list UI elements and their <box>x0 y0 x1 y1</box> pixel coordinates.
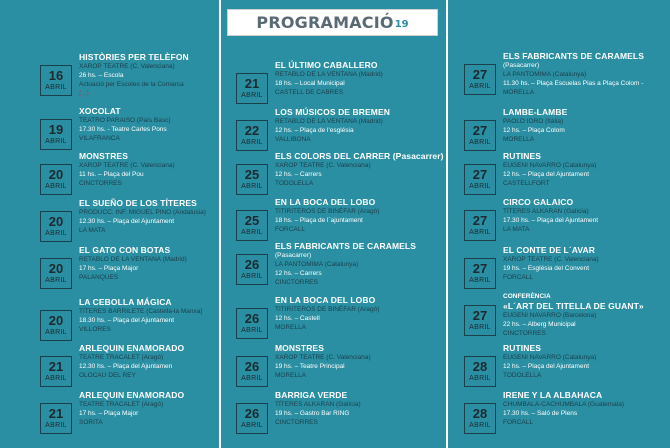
event-month: ABRIL <box>469 277 491 284</box>
event-day: 27 <box>472 167 488 182</box>
event-item <box>464 343 654 391</box>
event-time-venue: 11.30 hs. – Plaça Escuelas Pias a Plaça Colom - <box>503 80 644 87</box>
event-info <box>79 343 259 380</box>
event-day: 21 <box>244 76 260 91</box>
event-company: RETABLO DE LA VENTANA (Madrid) <box>275 118 383 125</box>
event-day: 21 <box>48 359 64 374</box>
event-town: FORCALL <box>275 226 305 233</box>
event-item <box>236 241 426 289</box>
event-info <box>275 197 455 234</box>
event-company: XAROP TEATRE (C. Valenciana) <box>503 256 599 263</box>
event-date-box <box>40 258 72 289</box>
event-title: RUTINES <box>503 343 542 353</box>
event-date-box <box>464 305 496 336</box>
event-time-venue: 19 hs. – Església del Convent <box>503 265 589 272</box>
event-day: 28 <box>472 359 488 374</box>
event-day: 20 <box>48 214 64 229</box>
event-date-box <box>40 211 72 242</box>
event-info <box>503 197 670 234</box>
event-town: SORITA <box>79 419 103 426</box>
event-month: ABRIL <box>469 183 491 190</box>
event-month: ABRIL <box>45 138 67 145</box>
event-info <box>275 295 455 332</box>
event-town: MORELLA <box>503 89 535 96</box>
event-item <box>40 343 230 391</box>
event-month: ABRIL <box>45 183 67 190</box>
event-company: PRODUCC. INF. MIGUEL PINO (Andalusia) <box>79 209 206 216</box>
event-company: TÍTERES ALKARAN (Galícia) <box>503 208 589 215</box>
event-time-venue: 12 hs. – Plaça del Ajuntament <box>503 171 590 178</box>
event-date-box <box>236 120 268 151</box>
event-company: TITIRITEROS DE BINÉFAR (Aragó) <box>275 306 380 313</box>
event-month: ABRIL <box>241 139 263 146</box>
event-month: ABRIL <box>241 229 263 236</box>
event-info <box>503 245 670 282</box>
event-info <box>503 343 670 380</box>
event-time-venue: 19 hs. – Teatre Principal <box>275 363 345 370</box>
event-item <box>236 295 426 343</box>
event-town: MORELLA <box>275 324 307 331</box>
event-company: XAROP TEATRE (C. Valenciana) <box>275 162 371 169</box>
program-title: PROGRAMACIÓ <box>256 13 394 32</box>
event-date-box <box>464 403 496 434</box>
event-item <box>40 106 230 154</box>
event-title: RUTINES <box>503 151 542 161</box>
event-time-venue: 17 hs. – Plaça Major <box>79 265 139 272</box>
event-town: TODOLELLA <box>503 372 542 379</box>
event-town: LA MATA <box>503 226 530 233</box>
event-item <box>464 51 654 99</box>
event-date-box <box>40 164 72 195</box>
event-item <box>464 107 654 155</box>
event-extra: (...) <box>79 90 89 97</box>
event-info <box>275 60 455 97</box>
event-town: MORELLA <box>275 372 307 379</box>
event-title: MONSTRES <box>275 343 324 353</box>
event-time-venue: 12 hs. – Carrers <box>275 171 322 178</box>
event-date-box <box>236 210 268 241</box>
event-day: 26 <box>244 359 260 374</box>
event-title: EL GATO CON BOTAS <box>79 245 171 255</box>
event-info <box>79 151 259 188</box>
event-item <box>464 245 654 293</box>
event-company: TÍTERES BARRILETE (Castella-la Manxa) <box>79 308 203 315</box>
event-item <box>236 60 426 108</box>
event-date-box <box>464 258 496 289</box>
event-month: ABRIL <box>241 327 263 334</box>
event-month: ABRIL <box>45 422 67 429</box>
program-title-banner <box>227 9 438 36</box>
event-company: TEATRE TRACALET (Aragó) <box>79 354 164 361</box>
event-company: EUGENI NAVARRO (Catalunya) <box>503 354 597 361</box>
event-company: TITIRITEROS DE BINÉFAR (Aragó) <box>275 208 380 215</box>
program-year: 19 <box>394 19 409 30</box>
event-item <box>464 390 654 438</box>
event-title: ELS FABRICANTS DE CARAMELS <box>503 51 644 61</box>
event-info <box>79 52 259 98</box>
event-town: VALLIBONA <box>275 136 311 143</box>
event-item <box>236 390 426 438</box>
event-time-venue: 11 hs. – Plaça del Pou <box>79 171 144 178</box>
event-time-venue: 19 hs. – Gastro Bar RING <box>275 410 350 417</box>
event-title: XOCOLAT <box>79 106 121 116</box>
event-date-box <box>40 119 72 150</box>
event-day: 27 <box>472 123 488 138</box>
event-time-venue: 12 hs. – Plaça Colom <box>503 127 565 134</box>
event-day: 27 <box>472 67 488 82</box>
event-item <box>236 107 426 155</box>
event-info <box>79 198 259 235</box>
event-info <box>503 107 670 144</box>
event-month: ABRIL <box>45 375 67 382</box>
event-item <box>40 151 230 199</box>
event-title: LOS MÚSICOS DE BREMEN <box>275 107 390 117</box>
event-company: TEATRO PARAISO (País Basc) <box>79 117 171 124</box>
event-title: ARLEQUIN ENAMORADO <box>79 343 185 353</box>
event-time-venue: 18.30 hs. – Plaça del Ajuntament <box>79 317 175 324</box>
event-company: LA PANTOMIMA (Catalunya) <box>275 261 359 268</box>
event-company: PAOLO IORO (Itàlia) <box>503 118 564 125</box>
event-title: HISTÒRIES PER TELÈFON <box>79 52 189 62</box>
event-month: ABRIL <box>45 329 67 336</box>
event-day: 28 <box>472 406 488 421</box>
event-month: ABRIL <box>469 83 491 90</box>
event-item <box>40 390 230 438</box>
event-month: ABRIL <box>469 422 491 429</box>
event-month: ABRIL <box>241 92 263 99</box>
event-title: ARLEQUIN ENAMORADO <box>79 390 185 400</box>
event-time-venue: 22 hs. – Alberg Municipal <box>503 321 576 328</box>
event-town: FORCALL <box>503 274 533 281</box>
event-town: OLOCAU DEL REY <box>79 372 136 379</box>
event-info <box>79 245 259 282</box>
event-company: CHUMBALA-CACHUMBALA (Guatemala) <box>503 401 625 408</box>
event-town: CINCTORRES <box>275 279 318 286</box>
event-title: «L´ART DEL TITELLA DE GUANT» <box>503 301 644 311</box>
event-town: PALANQUES <box>79 274 119 281</box>
event-title: CIRCO GALAICO <box>503 197 574 207</box>
event-company: RETABLO DE LA VENTANA (Madrid) <box>275 71 383 78</box>
event-company: TEATRE TRACALET (Aragó) <box>79 401 164 408</box>
event-date-box <box>40 310 72 341</box>
event-date-box <box>464 120 496 151</box>
event-title: BARRIGA VERDE <box>275 390 348 400</box>
event-company: XAROP TEATRE (C. Valenciana) <box>275 354 371 361</box>
event-day: 25 <box>244 213 260 228</box>
event-company: XAROP TEATRE (C. Valenciana) <box>79 162 175 169</box>
event-title: EN LA BOCA DEL LOBO <box>275 197 376 207</box>
event-month: ABRIL <box>45 84 67 91</box>
event-date-box <box>464 210 496 241</box>
event-month: ABRIL <box>469 375 491 382</box>
event-info <box>79 390 259 427</box>
event-town: CINCTORRES <box>503 330 546 337</box>
event-town: CASTELLFORT <box>503 180 550 187</box>
event-day: 27 <box>472 261 488 276</box>
event-month: ABRIL <box>45 277 67 284</box>
event-info <box>503 292 670 338</box>
event-town: VILLORES <box>79 326 111 333</box>
event-date-box <box>464 356 496 387</box>
event-company: EUGENI NAVARRO (Barcelona) <box>503 312 597 319</box>
event-info <box>275 241 455 287</box>
event-month: ABRIL <box>469 324 491 331</box>
event-month: ABRIL <box>241 273 263 280</box>
event-day: 25 <box>244 167 260 182</box>
event-day: 27 <box>472 308 488 323</box>
event-note: Actuació per Escoles de la Comarca <box>79 81 184 88</box>
event-day: 22 <box>244 123 260 138</box>
event-date-box <box>236 164 268 195</box>
event-item <box>236 197 426 245</box>
event-date-box <box>236 356 268 387</box>
event-label: CONFERÈNCIA <box>503 293 551 300</box>
event-time-venue: 17 hs. – Plaça Major <box>79 410 139 417</box>
event-day: 27 <box>472 213 488 228</box>
event-title: EL ÚLTIMO CABALLERO <box>275 60 378 70</box>
event-info <box>503 390 670 427</box>
event-item <box>236 343 426 391</box>
event-info <box>275 390 455 427</box>
event-time-venue: 12.30 hs. – Plaça del Ajuntamen <box>79 363 173 370</box>
event-info <box>503 151 670 188</box>
event-day: 16 <box>48 68 64 83</box>
event-month: ABRIL <box>469 229 491 236</box>
event-date-box <box>40 403 72 434</box>
event-town: MORELLA <box>503 136 535 143</box>
event-item <box>464 197 654 245</box>
event-item <box>236 151 444 199</box>
event-time-venue: 12 hs. – Castell <box>275 315 320 322</box>
event-date-box <box>236 308 268 339</box>
event-time-venue: 12 hs. – Plaça de l'església <box>275 127 354 134</box>
event-day: 26 <box>244 257 260 272</box>
event-date-box <box>236 73 268 104</box>
event-town: CINCTORRES <box>275 419 318 426</box>
event-day: 26 <box>244 311 260 326</box>
event-company: TÍTERES ALKARAN (Galícia) <box>275 401 361 408</box>
event-info <box>275 343 455 380</box>
event-title: IRENE Y LA ALBAHACA <box>503 390 603 400</box>
event-title: MONSTRES <box>79 151 128 161</box>
event-item <box>464 292 654 340</box>
event-month: ABRIL <box>45 230 67 237</box>
event-date-box <box>236 403 268 434</box>
event-item <box>40 52 230 100</box>
event-day: 19 <box>48 122 64 137</box>
event-day: 20 <box>48 167 64 182</box>
event-info <box>275 151 455 188</box>
event-item <box>464 151 654 199</box>
event-town: CINCTORRES <box>79 180 122 187</box>
event-time-venue: 17.30 hs. - Teatre Carles Pons <box>79 126 167 133</box>
event-info <box>79 297 259 334</box>
event-month: ABRIL <box>241 183 263 190</box>
event-town: CASTELL DE CABRES <box>275 89 344 96</box>
event-subtitle: (Pasacarrer) <box>503 62 540 69</box>
event-subtitle: (Pasacarrer) <box>275 252 312 259</box>
event-time-venue: 17.30 hs. – Plaça del Ajuntament <box>503 217 599 224</box>
event-town: LA MATA <box>79 227 106 234</box>
event-town: VILAFRANCA <box>79 135 120 142</box>
event-time-venue: 26 hs. – Escola <box>79 72 124 79</box>
event-month: ABRIL <box>241 375 263 382</box>
event-town: TODOLELLA <box>275 180 314 187</box>
event-date-box <box>464 64 496 95</box>
event-time-venue: 17.30 hs. – Saló de Plens <box>503 410 578 417</box>
event-item <box>40 245 230 293</box>
event-title: ELS FABRICANTS DE CARAMELS <box>275 241 416 251</box>
event-time-venue: 18 hs. – Local Municipal <box>275 80 345 87</box>
event-title: EL SUEÑO DE LOS TÍTERES <box>79 198 197 208</box>
event-title: EL CONTE DE L´AVAR <box>503 245 595 255</box>
event-day: 26 <box>244 406 260 421</box>
event-company: EUGENI NAVARRO (Catalunya) <box>503 162 597 169</box>
event-date-box <box>236 254 268 285</box>
event-month: ABRIL <box>241 422 263 429</box>
event-info <box>275 107 455 144</box>
event-day: 20 <box>48 261 64 276</box>
event-time-venue: 12 hs. – Plaça del Ajuntament <box>503 363 590 370</box>
event-day: 20 <box>48 313 64 328</box>
event-item <box>40 198 230 246</box>
event-month: ABRIL <box>469 139 491 146</box>
event-time-venue: 12.30 hs. – Plaça del Ajuntament <box>79 218 175 225</box>
event-date-box <box>40 65 72 96</box>
event-time-venue: 12 hs. – Carrers <box>275 270 322 277</box>
event-title: LAMBE-LAMBE <box>503 107 568 117</box>
event-company: RETABLO DE LA VENTANA (Madrid) <box>79 256 187 263</box>
event-date-box <box>464 164 496 195</box>
event-company: LA PANTOMIMA (Catalunya) <box>503 71 587 78</box>
event-day: 21 <box>48 406 64 421</box>
event-info <box>79 106 259 143</box>
event-info <box>503 51 670 97</box>
event-town: FORCALL <box>503 419 533 426</box>
event-item <box>40 297 230 345</box>
event-date-box <box>40 356 72 387</box>
event-title: ELS COLORS DEL CARRER (Pasacarrer) <box>275 151 444 161</box>
event-company: XAROP TEATRE (C. Valenciana) <box>79 63 175 70</box>
event-title: LA CEBOLLA MÁGICA <box>79 297 172 307</box>
event-title: EN LA BOCA DEL LOBO <box>275 295 376 305</box>
event-time-venue: 18 hs. – Plaça de l´ajuntament <box>275 217 363 224</box>
